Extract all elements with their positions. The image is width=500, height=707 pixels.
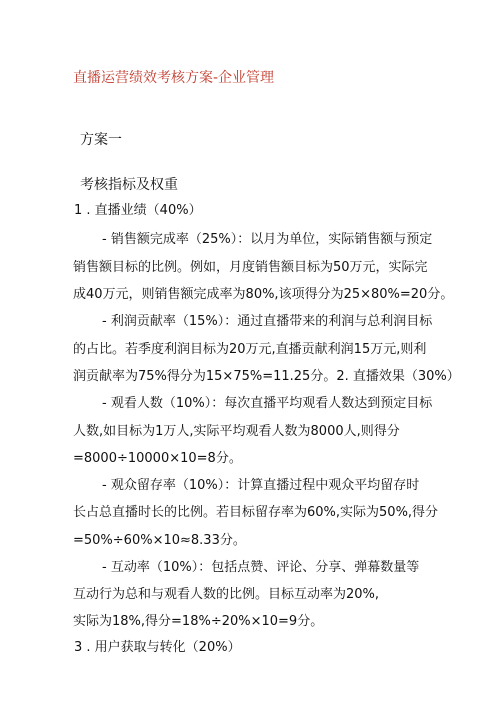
paragraph-line: 互动行为总和与观看人数的比例。目标互动率为20%, — [73, 587, 380, 602]
paragraph-line: - 销售额完成率（25%）：以月为单位，实际销售额与预定 — [102, 232, 433, 247]
document-title: 直播运营绩效考核方案-企业管理 — [73, 70, 275, 86]
paragraph-line: - 观众留存率（10%）：计算直播过程中观众平均留存时 — [102, 478, 420, 493]
paragraph-line: =50%÷60%×10≈8.33分。 — [73, 533, 246, 548]
paragraph-line: 销售额目标的比例。例如，月度销售额目标为50万元，实际完 — [73, 260, 428, 275]
paragraph-line: 实际为18%,得分=18%÷20%×10=9分。 — [73, 614, 324, 629]
paragraph-line: 成40万元，则销售额完成率为80%,该项得分为25×80%=20分。 — [73, 287, 454, 302]
paragraph-line: - 互动率（10%）：包括点赞、评论、分享、弹幕数量等 — [102, 560, 420, 575]
paragraph-line: 长占总直播时长的比例。若目标留存率为60%,实际为50%,得分 — [73, 505, 439, 520]
paragraph-line: =8000÷10000×10=8分。 — [73, 451, 242, 466]
paragraph-line: - 利润贡献率（15%）：通过直播带来的利润与总利润目标 — [102, 314, 433, 329]
subheading: 考核指标及权重 — [80, 177, 178, 193]
list-item-heading: 1 . 直播业绩（40%） — [74, 203, 202, 218]
section-heading: 方案一 — [80, 132, 122, 148]
paragraph-line: 的占比。若季度利润目标为20万元,直播贡献利润15万元,则利 — [73, 342, 427, 357]
paragraph-line: 人数,如目标为1万人,实际平均观看人数为8000人,则得分 — [73, 424, 400, 439]
list-item-heading: 3 . 用户获取与转化（20%） — [74, 640, 241, 655]
paragraph-line: - 观看人数（10%）：每次直播平均观看人数达到预定目标 — [102, 396, 433, 411]
paragraph-line: 润贡献率为75%得分为15×75%=11.25分。2. 直播效果（30%） — [73, 369, 460, 384]
